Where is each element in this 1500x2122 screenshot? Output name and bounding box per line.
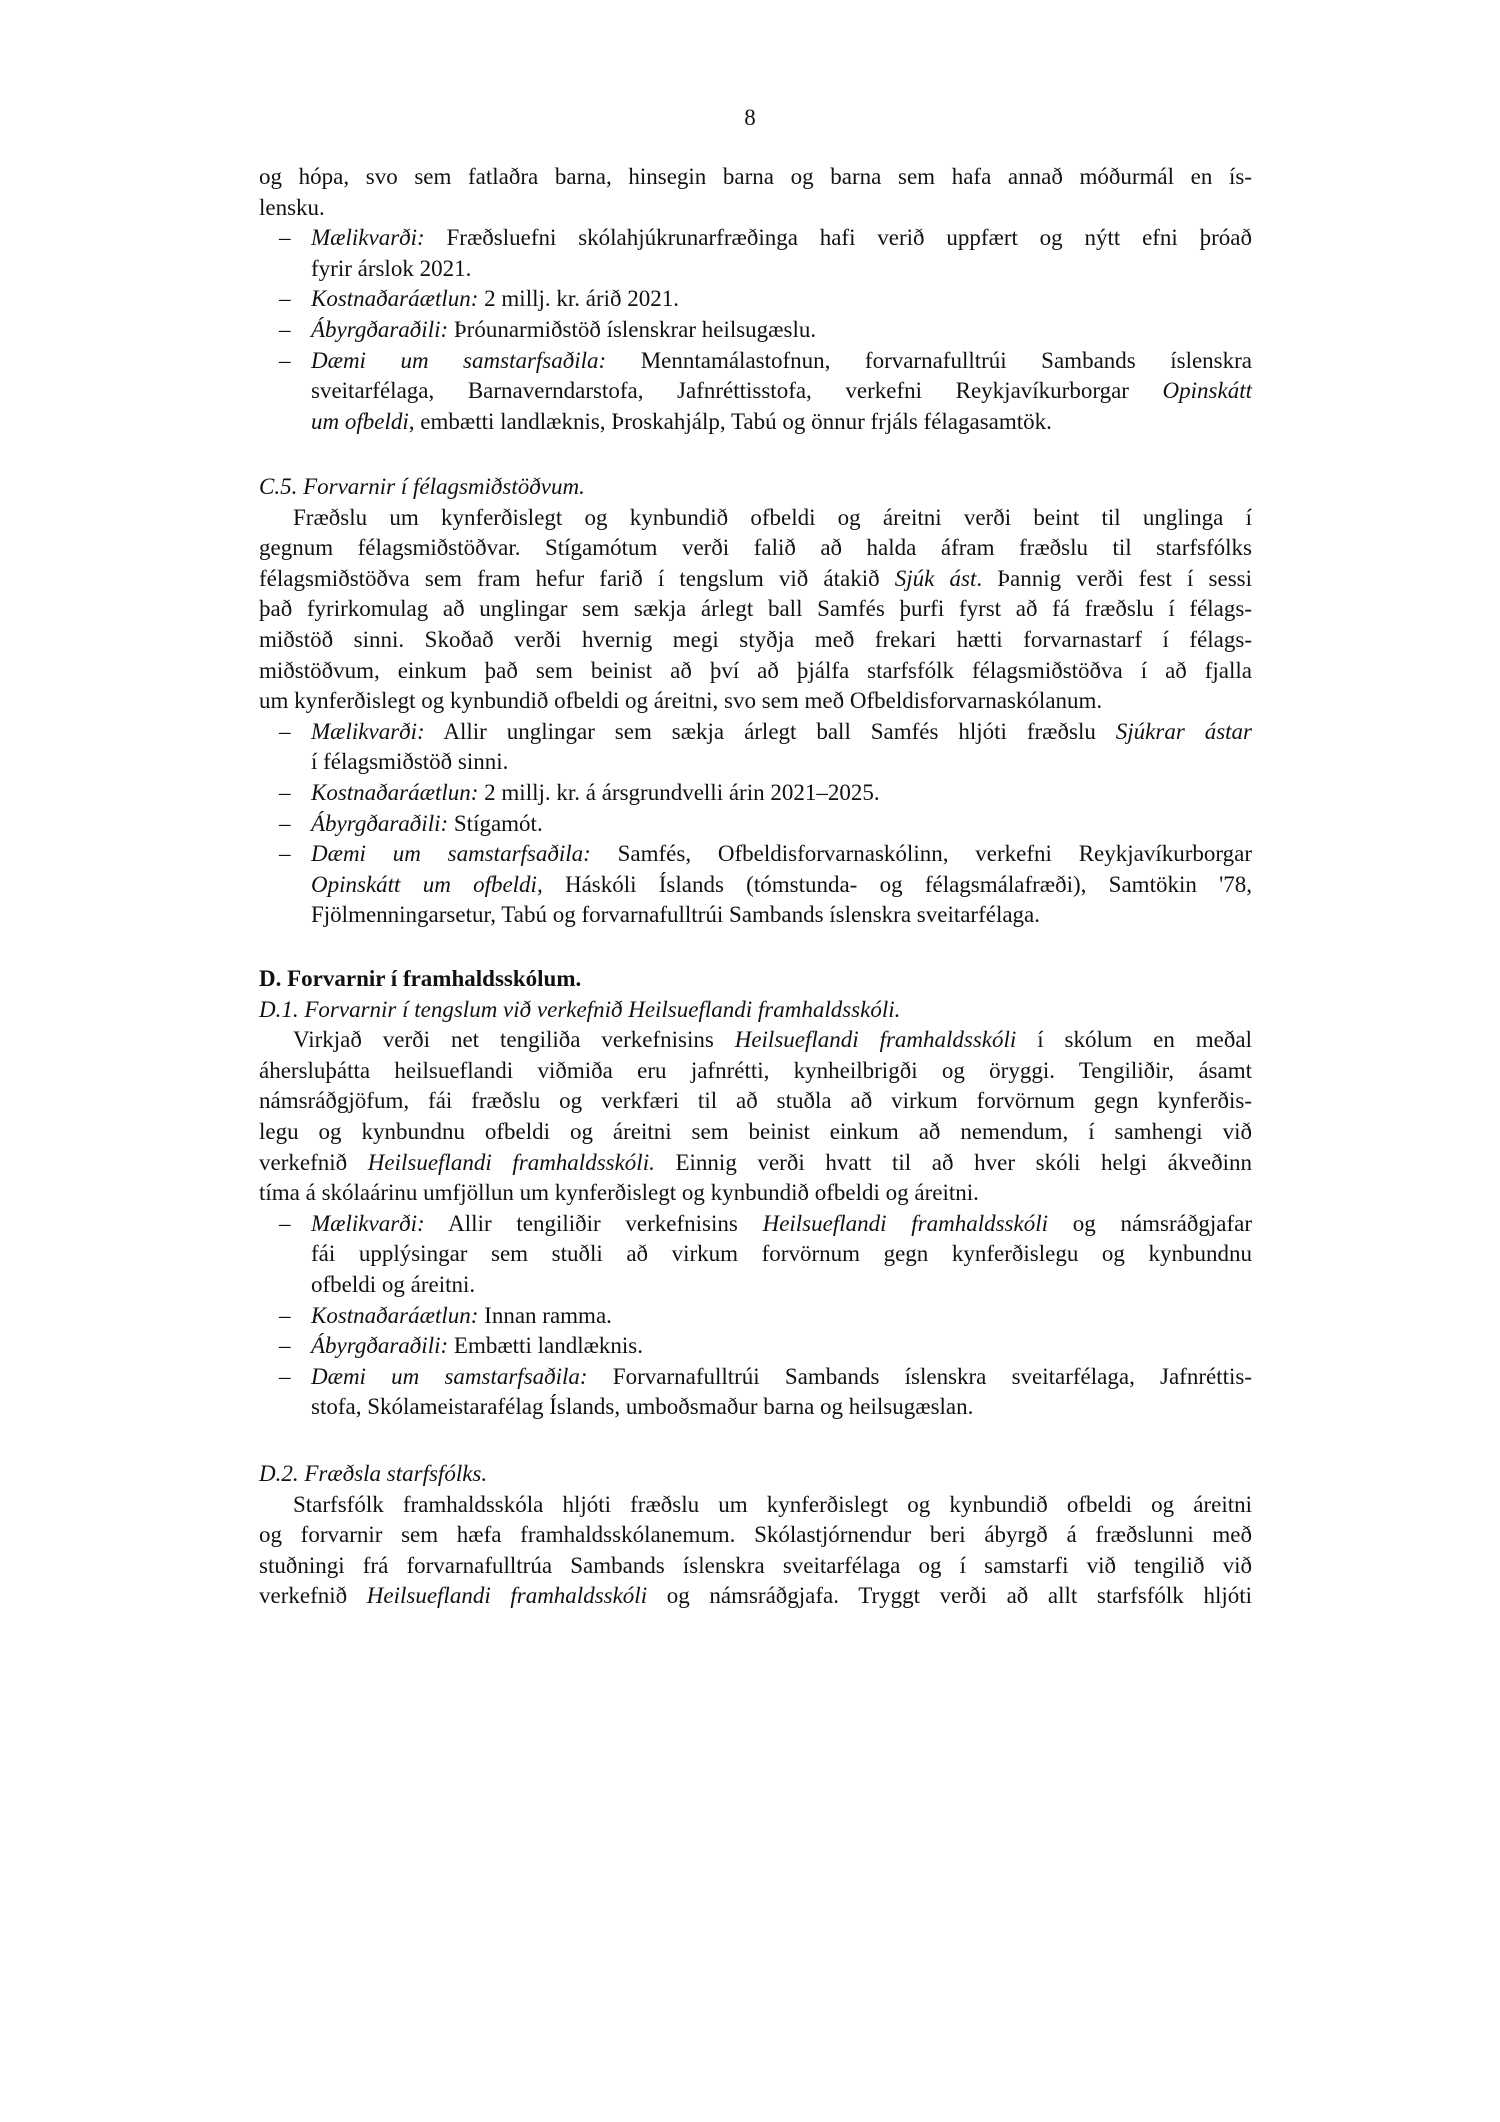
italic-text: Kostnaðaráætlun: — [311, 1302, 479, 1328]
italic-text: Mælikvarði: — [311, 225, 425, 251]
text-line — [311, 1301, 1252, 1332]
text: lensku. — [259, 194, 325, 220]
text-line — [311, 870, 1252, 901]
bullet-item — [259, 717, 1252, 778]
italic-text: um ofbeldi, — [311, 408, 415, 434]
text-line — [311, 254, 1252, 285]
text-line — [259, 1086, 1252, 1117]
italic-text: Opinskátt um ofbeldi, — [311, 871, 543, 897]
italic-text: Ábyrgðaraðili: — [311, 1333, 449, 1359]
text-line — [311, 900, 1252, 931]
bullet-item — [259, 1209, 1252, 1301]
text: Samfés, Ofbeldisforvarnaskólinn, verkefni Reykjavíkurborgar — [590, 841, 1252, 867]
text: Háskóli Íslands (tómstunda- og félagsmálafræði), Samtökin '78, — [542, 871, 1252, 897]
section — [259, 162, 1252, 437]
text: Einnig verði hvatt til að hver skóli helgi ákveðinn — [654, 1149, 1252, 1175]
subheading — [259, 472, 1252, 503]
text: gegnum félagsmiðstöðvar. Stígamótum verði falið að halda áfram fræðslu til starfsfólks — [259, 535, 1252, 561]
text-line — [259, 503, 1252, 534]
bullet-item — [259, 1301, 1252, 1332]
text: verkefnið — [259, 1149, 368, 1175]
text: legu og kynbundnu ofbeldi og áreitni sem beinist einkum að nemendum, í samhengi við — [259, 1118, 1252, 1144]
text-line — [311, 315, 1252, 346]
italic-text: Kostnaðaráætlun: — [311, 779, 479, 805]
italic-text: Sjúkrar ástar — [1115, 718, 1252, 744]
text-line — [311, 1392, 1252, 1423]
italic-text: Heilsueflandi framhaldsskóli — [366, 1583, 648, 1609]
italic-text: Dæmi um samstarfsaðila: — [311, 841, 591, 867]
text-line — [259, 1117, 1252, 1148]
text-line — [311, 407, 1252, 438]
bullet-item — [259, 1362, 1252, 1423]
text-line — [259, 1178, 1252, 1209]
text: D. Forvarnir í framhaldsskólum. — [259, 966, 582, 991]
text-line — [259, 162, 1252, 193]
italic-text: Heilsueflandi framhaldsskóli — [762, 1210, 1048, 1236]
text: og forvarnir sem hæfa framhaldsskólanemum. Skólastjórnendur beri ábyrgð á fræðslunni með — [259, 1522, 1252, 1548]
text: Þróunarmiðstöð íslenskrar heilsugæslu. — [448, 316, 817, 342]
italic-text: Heilsueflandi framhaldsskóli. — [367, 1149, 655, 1175]
bullet-item — [259, 346, 1252, 438]
text: 2 millj. kr. árið 2021. — [478, 286, 680, 312]
text-line — [311, 1270, 1252, 1301]
italic-text: Sjúk ást — [894, 565, 977, 591]
text: Fjölmenningarsetur, Tabú og forvarnafulltrúi Sambands íslenskra sveitarfélaga. — [311, 902, 1041, 928]
text-line — [259, 995, 1252, 1026]
text-line — [311, 717, 1252, 748]
text: og námsráðgjafa. Tryggt verði að allt starfsfólk hljóti — [647, 1583, 1252, 1609]
text-line — [259, 1459, 1252, 1490]
subheading — [259, 1459, 1252, 1490]
text-line — [311, 284, 1252, 315]
text: það fyrirkomulag að unglingar sem sækja árlegt ball Samfés þurfi fyrst að fá fræðslu í félags- — [259, 596, 1252, 622]
text: fái upplýsingar sem stuðli að virkum forvörnum gegn kynferðislegu og kynbundnu — [311, 1241, 1252, 1267]
section — [259, 472, 1252, 931]
text: D.1. Forvarnir í tengslum við verkefnið Heilsueflandi framhaldsskóli. — [259, 996, 901, 1022]
text-line — [259, 594, 1252, 625]
text: námsráðgjöfum, fái fræðslu og verkfæri til að stuðla að virkum forvörnum gegn kynferðis- — [259, 1088, 1252, 1114]
text: og námsráðgjafar — [1047, 1210, 1253, 1236]
text: tíma á skólaárinu umfjöllun um kynferðislegt og kynbundið ofbeldi og áreitni. — [259, 1180, 979, 1206]
text-line — [259, 193, 1252, 224]
text-line — [259, 625, 1252, 656]
italic-text: Kostnaðaráætlun: — [311, 286, 479, 312]
text-line — [311, 1209, 1252, 1240]
text: félagsmiðstöðva sem fram hefur farið í tengslum við átakið — [259, 565, 895, 591]
text: 2 millj. kr. á ársgrundvelli árin 2021–2025. — [478, 779, 880, 805]
text: Virkjað verði net tengiliða verkefnisins — [293, 1027, 735, 1053]
italic-text: Opinskátt — [1162, 378, 1252, 404]
text-line — [311, 376, 1252, 407]
italic-text: Mælikvarði: — [311, 1210, 425, 1236]
bullet-item — [259, 315, 1252, 346]
text: sveitarfélaga, Barnaverndarstofa, Jafnréttisstofa, verkefni Reykjavíkurborgar — [311, 378, 1163, 404]
italic-text: Dæmi um samstarfsaðila: — [311, 1363, 588, 1389]
bullet-item — [259, 778, 1252, 809]
text-line — [311, 1362, 1252, 1393]
text: í skólum en meðal — [1016, 1027, 1252, 1053]
text-line — [311, 1239, 1252, 1270]
paragraph — [259, 162, 1252, 223]
text: . Þannig verði fest í sessi — [976, 565, 1252, 591]
text: fyrir árslok 2021. — [311, 255, 472, 281]
text: Innan ramma. — [478, 1302, 612, 1328]
text-line — [259, 1056, 1252, 1087]
text: stofa, Skólameistarafélag Íslands, umboðsmaður barna og heilsugæslan. — [311, 1394, 974, 1420]
text-line — [259, 656, 1252, 687]
italic-text: Ábyrgðaraðili: — [311, 810, 449, 836]
heading — [259, 964, 1252, 995]
text: miðstöð sinni. Skoðað verði hvernig megi styðja með frekari hætti forvarnastarf í félags- — [259, 626, 1252, 652]
text-line — [259, 533, 1252, 564]
text-line — [311, 1331, 1252, 1362]
italic-text: Ábyrgðaraðili: — [311, 316, 449, 342]
text-line — [259, 1581, 1252, 1612]
text: embætti landlæknis, Þroskahjálp, Tabú og önnur frjáls félagasamtök. — [414, 408, 1052, 434]
section — [259, 1459, 1252, 1612]
text-line — [259, 964, 1252, 995]
text-line — [259, 1025, 1252, 1056]
text-line — [259, 564, 1252, 595]
text: Stígamót. — [448, 810, 543, 836]
text-line — [259, 1490, 1252, 1521]
text: C.5. Forvarnir í félagsmiðstöðvum. — [259, 474, 585, 499]
italic-text: Mælikvarði: — [311, 718, 425, 744]
text: Fræðsluefni skólahjúkrunarfræðinga hafi verið uppfært og nýtt efni þróað — [424, 225, 1252, 251]
text: í félagsmiðstöð sinni. — [311, 749, 509, 775]
text-line — [259, 686, 1252, 717]
text: Starfsfólk framhaldsskóla hljóti fræðslu um kynferðislegt og kynbundið ofbeldi og áreitni — [293, 1491, 1252, 1517]
text: Allir unglingar sem sækja árlegt ball Samfés hljóti fræðslu — [424, 718, 1116, 744]
text: áhersluþátta heilsueflandi viðmiða eru jafnrétti, kynheilbrigði og öryggi. Tengiliðir, ásamt — [259, 1057, 1252, 1083]
text: ofbeldi og áreitni. — [311, 1271, 476, 1297]
text: og hópa, svo sem fatlaðra barna, hinsegin barna og barna sem hafa annað móðurmál en ís- — [259, 164, 1252, 189]
text-line — [259, 1551, 1252, 1582]
text: D.2. Fræðsla starfsfólks. — [259, 1461, 488, 1486]
text-line — [311, 778, 1252, 809]
text: verkefnið — [259, 1583, 367, 1609]
text: um kynferðislegt og kynbundið ofbeldi og áreitni, svo sem með Ofbeldisforvarnaskólanum. — [259, 688, 1103, 714]
text-line — [311, 809, 1252, 840]
paragraph — [259, 1490, 1252, 1612]
text-line — [259, 472, 1252, 503]
italic-text: Heilsueflandi framhaldsskóli — [734, 1027, 1017, 1053]
text-line — [259, 1520, 1252, 1551]
bullet-item — [259, 284, 1252, 315]
page-number: 8 — [744, 105, 756, 130]
text: Embætti landlæknis. — [448, 1333, 644, 1359]
paragraph — [259, 503, 1252, 717]
section — [259, 964, 1252, 1423]
text: Fræðslu um kynferðislegt og kynbundið ofbeldi og áreitni verði beint til unglinga í — [293, 504, 1252, 530]
text-line — [311, 223, 1252, 254]
text-line — [259, 1148, 1252, 1179]
text-line — [311, 839, 1252, 870]
text: Menntamálastofnun, forvarnafulltrúi Sambands íslenskra — [606, 347, 1252, 373]
subheading — [259, 995, 1252, 1026]
text: Allir tengiliðir verkefnisins — [424, 1210, 763, 1236]
text-line — [311, 747, 1252, 778]
italic-text: Dæmi um samstarfsaðila: — [311, 347, 607, 373]
bullet-item — [259, 809, 1252, 840]
text: stuðningi frá forvarnafulltrúa Sambands íslenskra sveitarfélaga og í samstarfi við tengilið við — [259, 1552, 1252, 1578]
bullet-item — [259, 1331, 1252, 1362]
text: miðstöðvum, einkum það sem beinist að því að þjálfa starfsfólk félagsmiðstöðva í að fjalla — [259, 657, 1252, 683]
text: Forvarnafulltrúi Sambands íslenskra sveitarfélaga, Jafnréttis- — [587, 1363, 1252, 1389]
paragraph — [259, 1025, 1252, 1209]
bullet-item — [259, 839, 1252, 931]
text-line — [311, 346, 1252, 377]
bullet-item — [259, 223, 1252, 284]
